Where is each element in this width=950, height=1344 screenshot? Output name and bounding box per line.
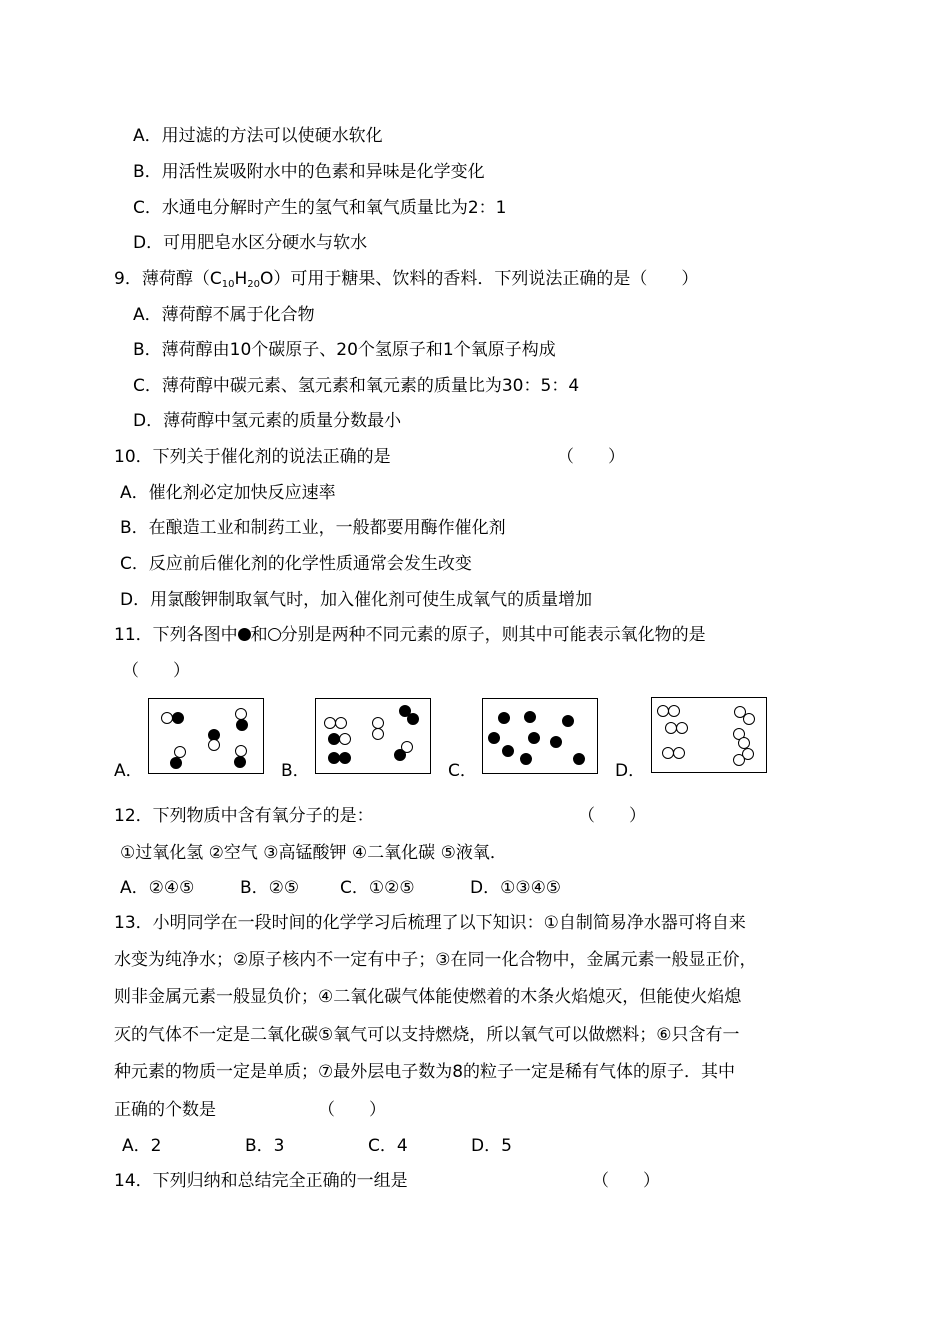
q10-answer-paren: （ ） [557, 447, 625, 467]
q13-option-d: D．5 [471, 1136, 512, 1156]
q13-stem-line: 灭的气体不一定是二氧化碳⑤氧气可以支持燃烧，所以氧气可以做燃料；⑥只含有一 [114, 1025, 740, 1045]
q11-diagram-label-b: B． [281, 761, 310, 781]
filled-atom [170, 757, 182, 769]
filled-atom [394, 749, 406, 761]
q11-diagram-label-c: C． [448, 761, 477, 781]
filled-atom [236, 719, 248, 731]
q13-option-c: C．4 [368, 1136, 408, 1156]
filled-atom [498, 712, 510, 724]
q9-subscript-hydrogen: 20 [247, 279, 260, 290]
filled-atom [524, 711, 536, 723]
q8-option-a: A．用过滤的方法可以使硬水软化 [133, 126, 383, 146]
q11-answer-paren: （ ） [122, 661, 190, 681]
q9-stem-part: 薄荷醇（C [141, 269, 222, 289]
q12-option-c: C．①②⑤ [340, 878, 415, 898]
q11-stem-part: 分别是两种不同元素的原子，则其中可能表示氧化物的是 [280, 625, 706, 645]
q11-diagram-d [651, 697, 767, 773]
q8-option-b: B．用活性炭吸附水中的色素和异味是化学变化 [133, 162, 485, 182]
q11-diagram-label-a: A． [114, 761, 143, 781]
hollow-atom [335, 717, 347, 729]
filled-atom [339, 752, 351, 764]
q12-option-b: B．②⑤ [240, 878, 300, 898]
q14-stem: 14．下列归纳和总结完全正确的一组是 [114, 1171, 408, 1191]
q13-stem-line: 13．小明同学在一段时间的化学学习后梳理了以下知识：①自制简易净水器可将自来 [114, 913, 746, 933]
q11-stem-part: 11．下列各图中 [114, 625, 238, 645]
filled-atom [172, 712, 184, 724]
filled-atom [234, 756, 246, 768]
q13-stem-line: 种元素的物质一定是单质；⑦最外层电子数为8的粒子一定是稀有气体的原子．其中 [114, 1062, 736, 1082]
q9-stem-part: O）可用于糖果、饮料的香料．下列说法正确的是（ ） [259, 269, 699, 289]
hollow-atom [208, 739, 220, 751]
q9-subscript-carbon: 10 [221, 279, 235, 290]
q11-stem [114, 624, 706, 646]
q8-option-c: C．水通电分解时产生的氢气和氧气质量比为2：1 [133, 198, 507, 218]
q9-stem-part: H [234, 269, 248, 289]
hollow-atom [743, 713, 755, 725]
filled-atom [407, 713, 419, 725]
q12-option-a: A．②④⑤ [120, 878, 195, 898]
filled-atom [573, 753, 585, 765]
q8-option-d: D．可用肥皂水区分硬水与软水 [133, 233, 368, 253]
q12-stem: 12．下列物质中含有氧分子的是： [114, 806, 374, 826]
q13-stem-line: 则非金属元素一般显负价；④二氧化碳气体能使燃着的木条火焰熄灭，但能使火焰熄 [114, 987, 742, 1007]
q14-answer-paren: （ ） [592, 1171, 660, 1191]
q13-answer-paren: （ ） [318, 1100, 386, 1120]
q9-option-d: D．薄荷醇中氢元素的质量分数最小 [133, 411, 402, 431]
filled-atom [520, 753, 532, 765]
q13-stem-line: 水变为纯净水；②原子核内不一定有中子；③在同一化合物中，金属元素一般显正价， [114, 950, 757, 970]
q10-option-a: A．催化剂必定加快反应速率 [120, 483, 336, 503]
hollow-atom [339, 733, 351, 745]
q9-option-a: A．薄荷醇不属于化合物 [133, 305, 315, 325]
q9-number: 9． [114, 269, 142, 289]
q10-option-c: C．反应前后催化剂的化学性质通常会发生改变 [120, 554, 472, 574]
q12-items: ①过氧化氢 ②空气 ③高锰酸钾 ④二氧化碳 ⑤液氧． [120, 843, 507, 863]
hollow-atom [668, 705, 680, 717]
q11-diagram-b [315, 698, 431, 774]
q11-diagram-a [148, 698, 264, 774]
q9-option-c: C．薄荷醇中碳元素、氢元素和氧元素的质量比为30：5：4 [133, 376, 580, 396]
q12-option-d: D．①③④⑤ [470, 878, 562, 898]
hollow-atom-icon [268, 628, 281, 641]
filled-atom-icon [238, 628, 251, 641]
filled-atom [502, 745, 514, 757]
q13-option-a: A．2 [122, 1136, 162, 1156]
q13-stem-line: 正确的个数是 [114, 1100, 216, 1120]
hollow-atom [673, 747, 685, 759]
q11-stem-part: 和 [250, 625, 268, 645]
q11-diagram-label-d: D． [615, 761, 646, 781]
q10-option-b: B．在酿造工业和制药工业，一般都要用酶作催化剂 [120, 518, 506, 538]
hollow-atom [733, 754, 745, 766]
q10-option-d: D．用氯酸钾制取氧气时，加入催化剂可使生成氧气的质量增加 [120, 590, 593, 610]
filled-atom [488, 732, 500, 744]
filled-atom [562, 715, 574, 727]
q10-stem: 10．下列关于催化剂的说法正确的是 [114, 447, 391, 467]
q9-stem [114, 268, 698, 296]
q12-answer-paren: （ ） [578, 806, 646, 826]
filled-atom [550, 736, 562, 748]
filled-atom [528, 732, 540, 744]
q9-option-b: B．薄荷醇由10个碳原子、20个氢原子和1个氧原子构成 [133, 340, 556, 360]
q13-option-b: B．3 [245, 1136, 285, 1156]
q11-diagram-c [482, 698, 598, 774]
hollow-atom [676, 722, 688, 734]
hollow-atom [372, 728, 384, 740]
